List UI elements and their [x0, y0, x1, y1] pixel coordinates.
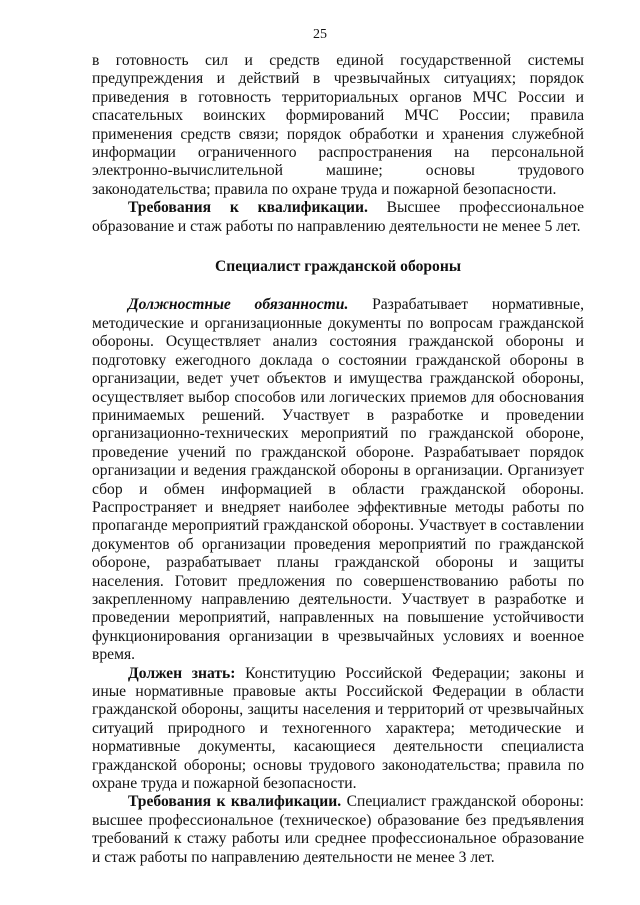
duties-paragraph — [92, 296, 584, 664]
intro-paragraph: в готовность сил и средств единой государственной системы предупреждения и действий в чрезвычайных ситуациях; порядок приведения в готовность территориальных органов МЧС России и спасательных воинских формирований МЧС России; правила применения средств связи; порядок обработки и хранения служебной информации ограниченного распространения на персональной электронно-вычислительной машине; основы трудового законодательства; правила по охране труда и пожарной безопасности. — [92, 52, 584, 198]
section-title: Специалист гражданской обороны — [214, 258, 461, 276]
requirements-paragraph — [92, 793, 584, 867]
prev-requirements-label: Требования к квалификации. — [128, 199, 368, 217]
must-know-label: Должен знать: — [128, 664, 236, 682]
must-know-text: Конституцию Российской Федерации; законы и иные нормативные правовые акты Российской Федерации в области гражданской обороны, защиты населения и территорий от чрезвычайных ситуаций природного и техногенного характера; методические и нормативные документы, касающиеся деятельности специалиста гражданской обороны; основы трудового законодательства; правила по охране труда и пожарной безопасности. — [92, 664, 584, 793]
prev-requirements-text: Высшее профессиональное образование и стаж работы по направлению деятельности не менее 5 лет. — [92, 199, 584, 235]
must-know-paragraph — [92, 665, 584, 794]
requirements-text: Специалист гражданской обороны: высшее профессиональное (техническое) образование без предъявления требований к стажу работы или среднее профессиональное образование и стаж работы по направлению деятельности не менее 3 лет. — [92, 793, 584, 866]
requirements-label: Требования к квалификации. — [128, 793, 342, 811]
duties-text: Разрабатывает нормативные, методические и организационные документы по вопросам гражданской обороны. Осуществляет анализ состояния гражданской обороны и подготовку ежегодного доклада о состоянии гражданской обороны в организации, ведет учет объектов и имущества гражданской обороны, осуществляет выбор способов или логических приемов для обоснования принимаемых решений. Участвует в разработке и проведении организационно-технических мероприятий по гражданской обороне, проведение учений по гражданской обороне. Разрабатывает порядок организации и ведения гражданской обороны в организации. Организует сбор и обмен информацией в области гражданской обороны. Распространяет и внедряет наиболее эффективные методы работы по пропаганде мероприятий гражданской обороны. Участвует в составлении документов об организации проведения мероприятий по гражданской обороне, разрабатывает планы гражданской обороны и защиты населения. Готовит предложения по совершенствованию работы по закрепленному направлению деятельности. Участвует в разработке и проведении мероприятий, направленных на повышение устойчивости функционирования организации в чрезвычайных условиях и военное время. — [92, 296, 584, 664]
prev-requirements-paragraph — [92, 199, 584, 236]
page-number: 25 — [313, 27, 327, 42]
duties-label: Должностные обязанности. — [128, 296, 349, 314]
